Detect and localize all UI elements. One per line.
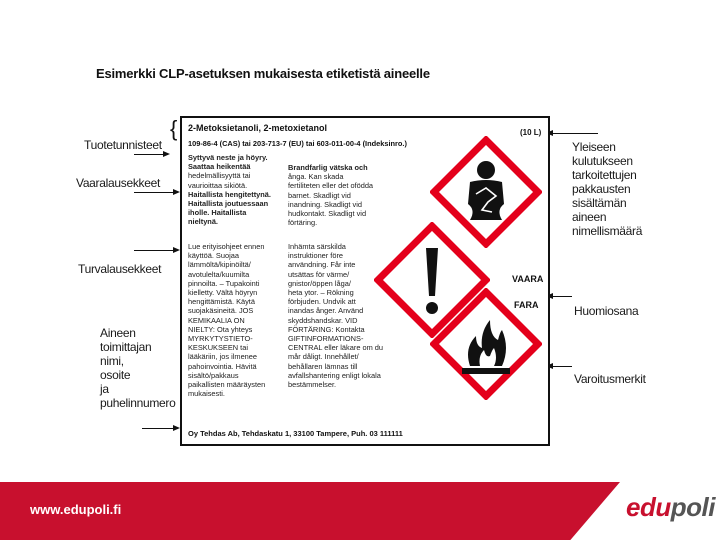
quantity-line: tarkoitettujen	[572, 168, 637, 182]
text-line: GIFTINFORMATIONS-	[288, 334, 364, 344]
supplier-line: nimi,	[100, 354, 124, 368]
text-line: Haitallista joutuessaan	[188, 199, 269, 209]
text-line: avfallshantering enligt lokala	[288, 370, 381, 380]
text-line: Haitallista hengitettynä.	[188, 189, 271, 199]
quantity-line: Yleiseen	[572, 140, 616, 154]
text-line: Lue erityisohjeet ennen	[188, 242, 265, 251]
signal-word-sv: FARA	[514, 300, 539, 310]
text-line: Inhämta särskilda	[288, 242, 346, 251]
supplier-line: puhelinnumero	[100, 396, 176, 410]
label-pictograms: Varoitusmerkit	[574, 372, 646, 386]
quantity-line: kulutukseen	[572, 154, 633, 168]
label-product-identifiers: Tuotetunnisteet	[84, 138, 162, 152]
logo-part-poli: poli	[670, 492, 715, 522]
text-line: Saattaa heikentää	[188, 162, 251, 172]
text-line: hudkontakt. Skadligt vid	[288, 209, 367, 219]
brace-icon: {	[170, 116, 178, 141]
text-line: paikallisten määräysten	[188, 380, 266, 390]
text-line: CENTRAL eller läkare om du	[288, 343, 384, 353]
logo-part-edu: edu	[626, 492, 671, 522]
supplier-line: Aineen	[100, 326, 136, 340]
chemical-label	[180, 116, 550, 446]
supplier-line: ja	[100, 382, 109, 396]
quantity-line: sisältämän	[572, 196, 627, 210]
nominal-volume: (10 L)	[520, 128, 542, 137]
quantity-line: aineen	[572, 210, 607, 224]
text-line: ånga. Kan skada	[288, 172, 344, 182]
text-line: mukaisesti.	[188, 389, 225, 399]
label-hazard-statements: Vaaralausekkeet	[76, 176, 161, 190]
text-line: FÖRTÄRING: Kontakta	[288, 324, 365, 334]
label-signal-word: Huomiosana	[574, 304, 639, 318]
text-line: nieltynä.	[188, 217, 218, 227]
text-line: förbjuden. Undvik att	[288, 297, 356, 307]
text-line: käyttöä. Suojaa	[188, 251, 239, 261]
text-line: pahoinvointia. Hävitä	[188, 361, 257, 371]
text-line: heta ytor. – Rökning	[288, 288, 354, 298]
text-line: mår dåligt. Innehållet/	[288, 352, 359, 362]
arrow-hazard-statements	[134, 192, 178, 193]
quantity-line: pakkausten	[572, 182, 631, 196]
text-line: Syttyvä neste ja höyry.	[188, 153, 268, 162]
product-name: 2-Metoksietanoli, 2-metoxietanol	[188, 123, 328, 133]
edupoli-logo	[626, 492, 715, 523]
text-line: gnistor/öppen låga/	[288, 278, 351, 288]
text-line: MYRKYTYSTIETO-	[188, 334, 253, 344]
label-precautionary-statements: Turvalausekkeet	[78, 262, 162, 276]
text-line: behållaren lämnas till	[288, 361, 358, 371]
text-line: hengittämistä. Käytä	[188, 297, 255, 307]
precautionary-statements-fi	[188, 242, 288, 398]
text-line: instruktioner före	[288, 251, 344, 261]
text-line: bestämmelser.	[288, 380, 337, 390]
product-ids: 109-86-4 (CAS) tai 203-713-7 (EU) tai 603-011-00-4 (Indeksinro.)	[188, 139, 407, 148]
arrow-pictograms	[548, 366, 572, 367]
text-line: kielletty. Vältä höyryn	[188, 288, 258, 298]
text-line: suojakäsineitä. JOS	[188, 306, 254, 316]
text-line: NIELTY: Ota yhteys	[188, 324, 253, 334]
text-line: användning. Får inte	[288, 260, 356, 270]
arrow-nominal-quantity	[548, 133, 598, 134]
text-line: sisältö/pakkaus	[188, 370, 239, 380]
text-line: Brandfarlig vätska och	[288, 163, 368, 172]
text-line: avotulelta/kuumilta	[188, 269, 250, 279]
text-line: barnet. Skadligt vid	[288, 190, 351, 200]
supplier-line: osoite	[100, 368, 131, 382]
arrow-supplier	[142, 428, 178, 429]
text-line: förtäring.	[288, 218, 318, 228]
supplier-line: toimittajan	[100, 340, 152, 354]
arrow-product-identifiers	[134, 154, 168, 155]
text-line: skyddshandskar. VID	[288, 315, 358, 325]
quantity-line: nimellismäärä	[572, 224, 643, 238]
text-line: inandning. Skadligt vid	[288, 199, 362, 209]
text-line: vaurioittaa sikiötä.	[188, 180, 248, 190]
hazard-statements-fi	[188, 153, 288, 227]
text-line: KEMIKAALIA ON	[188, 315, 245, 325]
hazard-statements-sv	[288, 163, 398, 227]
signal-word-fi: VAARA	[512, 274, 544, 284]
text-line: iholle. Haitallista	[188, 208, 247, 218]
text-line: KESKUKSEEN tai	[188, 343, 248, 353]
page-title: Esimerkki CLP-asetuksen mukaisesta etiketistä aineelle	[96, 66, 430, 81]
text-line: utsättas för värme/	[288, 269, 350, 279]
text-line: fertiliteten eller det ofödda	[288, 181, 374, 191]
text-line: lämmöltä/kipinöiltä/	[188, 260, 251, 270]
text-line: lääkäriin, jos ilmenee	[188, 352, 258, 362]
arrow-signal-word	[548, 296, 572, 297]
supplier-contact: Oy Tehdas Ab, Tehdaskatu 1, 33100 Tampere, Puh. 03 111111	[188, 429, 403, 438]
text-line: inandas ånger. Använd	[288, 306, 364, 316]
label-nominal-quantity	[572, 140, 642, 238]
label-supplier	[100, 326, 176, 410]
arrow-precautionary-statements	[134, 250, 178, 251]
text-line: pinnoilta. – Tupakointi	[188, 278, 260, 288]
text-line: hedelmällisyyttä tai	[188, 171, 251, 181]
footer-url[interactable]: www.edupoli.fi	[30, 502, 122, 517]
